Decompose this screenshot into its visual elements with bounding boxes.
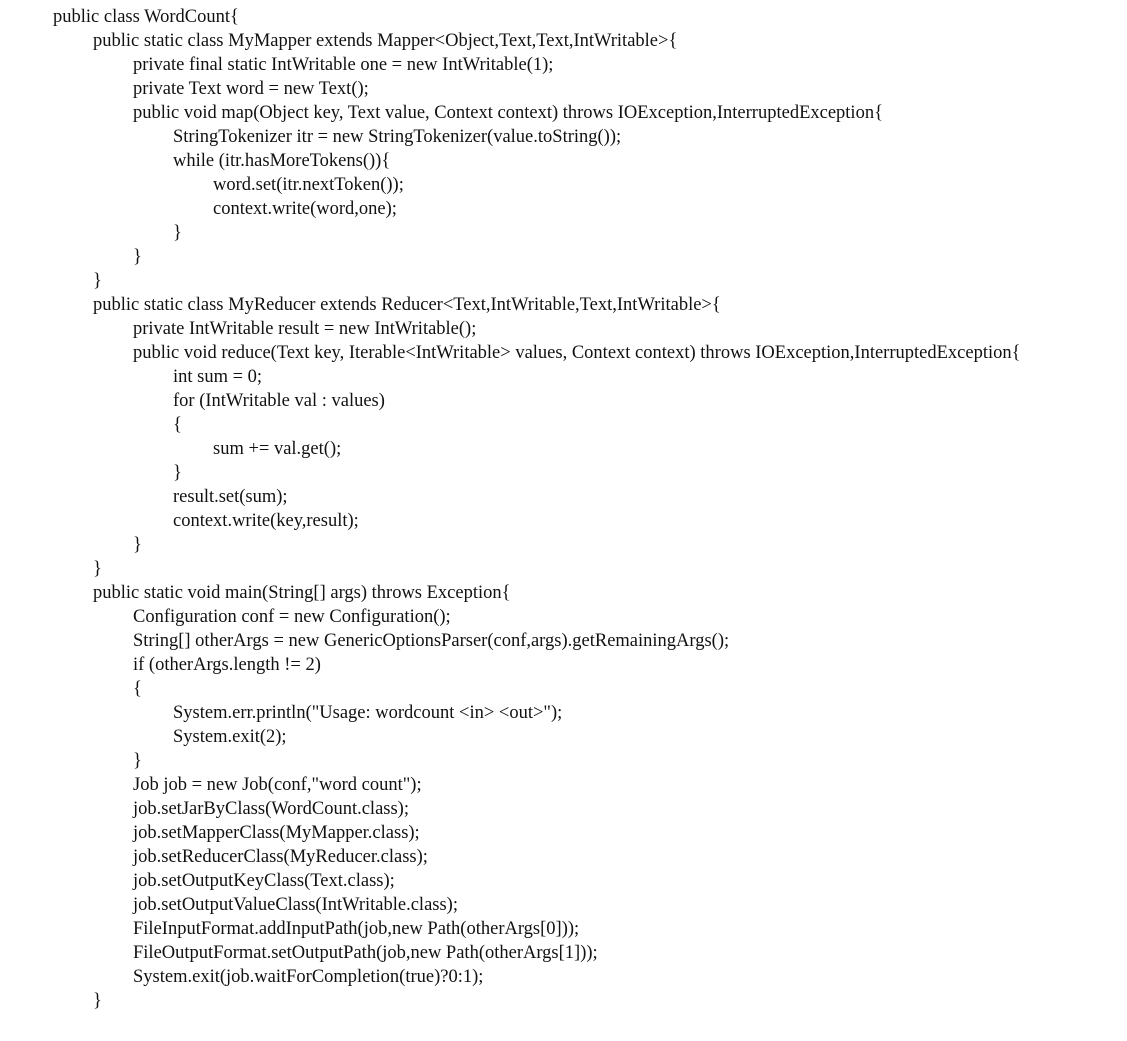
code-line: String[] otherArgs = new GenericOptionsParser(conf,args).getRemainingArgs();	[133, 631, 730, 651]
code-line: System.exit(job.waitForCompletion(true)?0:1);	[133, 967, 484, 987]
code-line: public void map(Object key, Text value, Context context) throws IOException,InterruptedException{	[133, 103, 883, 123]
code-line: private IntWritable result = new IntWritable();	[133, 319, 477, 339]
code-line: }	[133, 751, 142, 771]
code-line: public static void main(String[] args) throws Exception{	[93, 583, 511, 603]
code-line: FileOutputFormat.setOutputPath(job,new Path(otherArgs[1]));	[133, 943, 598, 963]
code-line: {	[133, 679, 142, 699]
code-line: for (IntWritable val : values)	[173, 391, 385, 411]
code-line: }	[93, 991, 102, 1011]
code-line: public static class MyMapper extends Mapper<Object,Text,Text,IntWritable>{	[93, 31, 678, 51]
code-line: }	[93, 559, 102, 579]
code-line: sum += val.get();	[213, 439, 342, 459]
code-line: word.set(itr.nextToken());	[213, 175, 404, 195]
code-line: result.set(sum);	[173, 487, 288, 507]
code-line: private Text word = new Text();	[133, 79, 369, 99]
code-listing	[53, 5, 1123, 1013]
code-line: context.write(word,one);	[213, 199, 397, 219]
code-line: public static class MyReducer extends Reducer<Text,IntWritable,Text,IntWritable>{	[93, 295, 721, 315]
code-line: System.exit(2);	[173, 727, 287, 747]
code-line: job.setReducerClass(MyReducer.class);	[133, 847, 428, 867]
code-line: Configuration conf = new Configuration();	[133, 607, 451, 627]
code-line: }	[133, 247, 142, 267]
code-line: job.setOutputValueClass(IntWritable.class);	[133, 895, 458, 915]
code-line: {	[173, 415, 182, 435]
code-line: Job job = new Job(conf,"word count");	[133, 775, 422, 795]
code-line: job.setJarByClass(WordCount.class);	[133, 799, 409, 819]
code-line: context.write(key,result);	[173, 511, 359, 531]
code-line: }	[173, 463, 182, 483]
code-line: if (otherArgs.length != 2)	[133, 655, 321, 675]
code-line: StringTokenizer itr = new StringTokenizer(value.toString());	[173, 127, 622, 147]
code-line: }	[93, 271, 102, 291]
code-line: job.setOutputKeyClass(Text.class);	[133, 871, 395, 891]
code-line: FileInputFormat.addInputPath(job,new Path(otherArgs[0]));	[133, 919, 580, 939]
code-line: public class WordCount{	[53, 7, 239, 27]
code-line: while (itr.hasMoreTokens()){	[173, 151, 391, 171]
code-line: }	[133, 535, 142, 555]
code-line: job.setMapperClass(MyMapper.class);	[133, 823, 420, 843]
code-line: private final static IntWritable one = new IntWritable(1);	[133, 55, 554, 75]
code-line: public void reduce(Text key, Iterable<IntWritable> values, Context context) throws IOException,InterruptedException{	[133, 343, 1021, 363]
code-line: System.err.println("Usage: wordcount <in> <out>");	[173, 703, 563, 723]
code-line: int sum = 0;	[173, 367, 263, 387]
code-line: }	[173, 223, 182, 243]
